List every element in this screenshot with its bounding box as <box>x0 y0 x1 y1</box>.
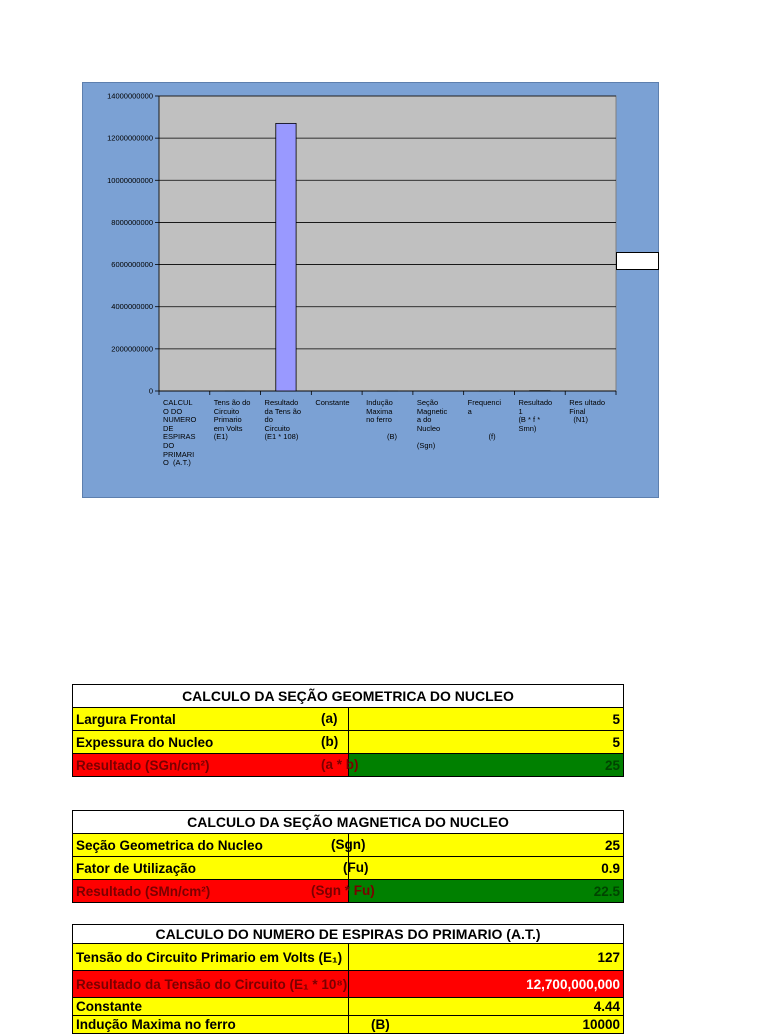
row-label-text: Tensão do Circuito Primario em Volts (E₁) <box>76 950 342 965</box>
table-title: CALCULO DA SEÇÃO GEOMETRICA DO NUCLEO <box>73 685 624 708</box>
table-row <box>73 944 624 971</box>
row-value: 22.5 <box>348 880 624 903</box>
row-symbol: (Sgn) <box>331 834 366 856</box>
row-value: 25 <box>348 754 624 777</box>
row-value: 4.44 <box>348 998 624 1016</box>
table-row <box>73 754 624 777</box>
row-value: 5 <box>348 731 624 754</box>
x-tick-label: Seção Magnetic a do Nucleo (Sgn) <box>417 399 465 451</box>
row-label-text: Resultado (SGn/cm²) <box>76 758 210 773</box>
magnetic-section-table <box>72 810 624 903</box>
table-row <box>73 998 624 1016</box>
row-value: 0.9 <box>348 857 624 880</box>
y-tick-label: 10000000000 <box>107 176 153 185</box>
y-tick-label: 6000000000 <box>111 260 153 269</box>
row-value: 5 <box>348 708 624 731</box>
table-title: CALCULO DA SEÇÃO MAGNETICA DO NUCLEO <box>73 811 624 834</box>
row-label <box>73 944 349 971</box>
row-value: 10000 <box>348 1016 624 1034</box>
row-label <box>73 971 349 998</box>
x-tick-label: Indução Maxima no ferro (B) <box>366 399 414 442</box>
row-label-text: Indução Maxima no ferro <box>76 1017 236 1032</box>
table-row <box>73 1016 624 1034</box>
x-tick-label: Frequenci a (f) <box>468 399 516 442</box>
row-label-text: Resultado (SMn/cm²) <box>76 884 210 899</box>
table-row <box>73 834 624 857</box>
primary-turns-table <box>72 924 624 1034</box>
row-symbol: (b) <box>321 731 338 753</box>
row-symbol: (a * b) <box>321 754 359 776</box>
y-tick-label: 8000000000 <box>111 218 153 227</box>
row-label <box>73 834 349 857</box>
row-value: 127 <box>348 944 624 971</box>
table-row <box>73 731 624 754</box>
chart-legend <box>616 252 659 270</box>
y-tick-label: 14000000000 <box>107 92 153 101</box>
y-tick-label: 12000000000 <box>107 134 153 143</box>
x-tick-label: Constante <box>315 399 363 408</box>
row-value: 25 <box>348 834 624 857</box>
row-value: 12,700,000,000 <box>348 971 624 998</box>
bar-chart <box>82 82 659 498</box>
y-tick-label: 2000000000 <box>111 344 153 353</box>
row-label <box>73 731 349 754</box>
row-symbol: (B) <box>371 1016 390 1033</box>
bar <box>276 123 296 391</box>
row-label-text: Largura Frontal <box>76 712 176 727</box>
row-label <box>73 880 349 903</box>
y-tick-label: 0 <box>149 387 153 396</box>
row-label-text: Expessura do Nucleo <box>76 735 213 750</box>
table-row <box>73 708 624 731</box>
x-tick-label: Resultado 1 (B * f * Smn) <box>518 399 566 433</box>
x-tick-label: Tens ão do Circuito Primario em Volts (E1) <box>214 399 262 442</box>
table-row <box>73 880 624 903</box>
table-row <box>73 971 624 998</box>
table-row <box>73 857 624 880</box>
row-label-text: Seção Geometrica do Nucleo <box>76 838 263 853</box>
geometric-section-table <box>72 684 624 777</box>
table-title: CALCULO DO NUMERO DE ESPIRAS DO PRIMARIO (A.T.) <box>73 925 624 944</box>
row-symbol: (Sgn * Fu) <box>311 880 375 902</box>
x-tick-label: Resultado da Tens ão do Circuito (E1 * 108) <box>265 399 313 442</box>
row-label-text: Constante <box>76 999 142 1014</box>
row-label <box>73 708 349 731</box>
row-label <box>73 1016 349 1034</box>
row-symbol: (a) <box>321 708 338 730</box>
row-label-text: Resultado da Tensão do Circuito (E₁ * 10⁸) <box>76 977 347 992</box>
x-tick-label: CALCUL O DO NUMERO DE ESPIRAS DO PRIMARI O (A.T.) <box>163 399 211 468</box>
row-label <box>73 998 349 1016</box>
row-label <box>73 754 349 777</box>
x-tick-label: Res ultado Final (N1) <box>569 399 617 425</box>
plot-area <box>159 96 616 391</box>
row-symbol: (Fu) <box>343 857 368 879</box>
row-label-text: Fator de Utilização <box>76 861 196 876</box>
y-tick-label: 4000000000 <box>111 302 153 311</box>
row-label <box>73 857 349 880</box>
